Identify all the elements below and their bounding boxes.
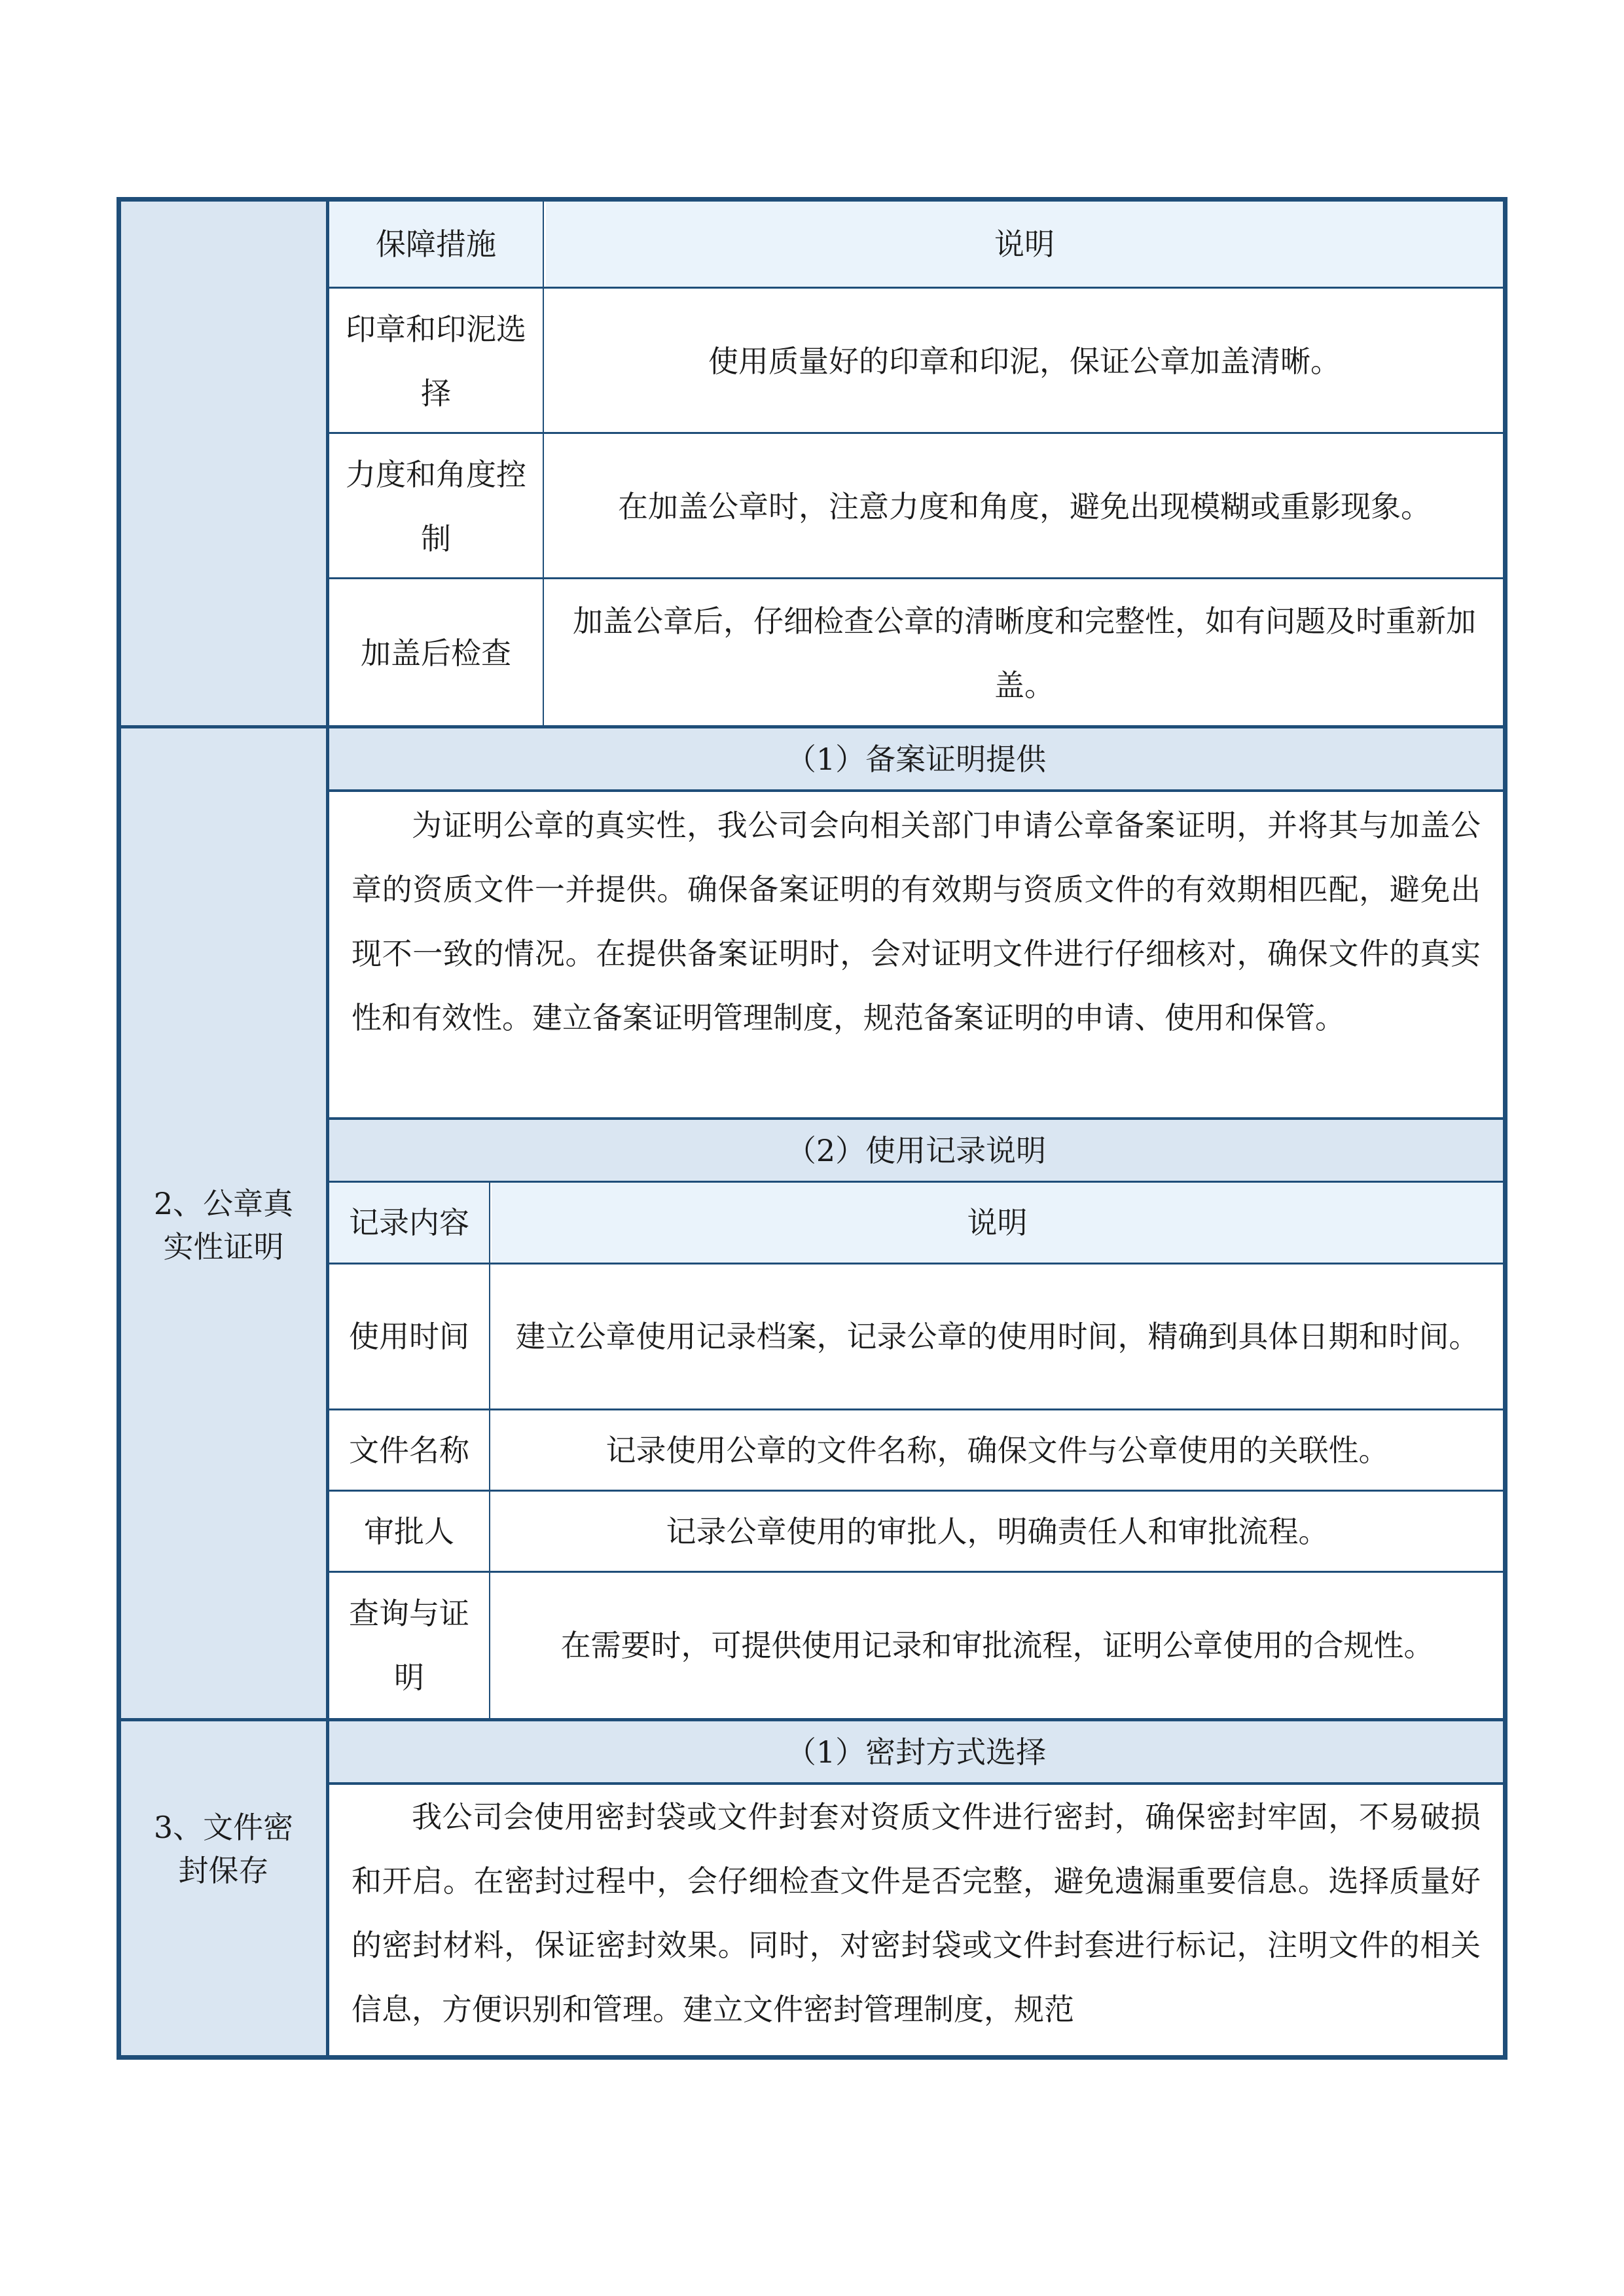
s1-row-line — [329, 432, 1503, 434]
s2-header-col2: 说明 — [492, 1183, 1503, 1263]
s2-row3-desc: 记录公章使用的审批人，明确责任人和审批流程。 — [666, 1513, 1329, 1549]
section2-label: 2、公章真实性证明 — [153, 1185, 294, 1265]
s2-row3-name: 审批人 — [364, 1513, 454, 1549]
s2-row1-name: 使用时间 — [349, 1319, 469, 1354]
s2-row4-desc: 在需要时，可提供使用记录和审批流程，证明公章使用的合规性。 — [560, 1628, 1434, 1663]
section3-label: 3、文件密封保存 — [153, 1810, 294, 1888]
s1-row1-name: 印章和印泥选择 — [346, 311, 526, 411]
s2-row1-desc: 建立公章使用记录档案，记录公章的使用时间，精确到具体日期和时间。 — [515, 1319, 1479, 1354]
s1-header-col1: 保障措施 — [329, 202, 543, 287]
s2-row4-name: 查询与证明 — [349, 1596, 469, 1695]
s1-row3-name: 加盖后检查 — [361, 635, 511, 671]
s2-sub2-title: （2）使用记录说明 — [329, 1120, 1503, 1181]
s1-row3-desc: 加盖公章后，仔细检查公章的清晰度和完整性，如有问题及时重新加盖。 — [573, 603, 1476, 703]
section2-label-cell — [121, 728, 329, 1721]
s1-row-line — [329, 287, 1503, 289]
s2-header-col1: 记录内容 — [329, 1183, 489, 1263]
s3-sub1-text: 我公司会使用密封袋或文件封套对资质文件进行密封，确保密封牢固，不易破损和开启。在密封过程中，会仔细检查文件是否完整，避免遗漏重要信息。选择质量好的密封材料，保证密封效果。同时，对密封袋或文件封套进行标记，注明文件的相关信息，方便识别和管理。建立文件密封管理制度，规范 — [352, 1799, 1481, 2027]
s2-col-divider — [489, 1183, 490, 1718]
s1-row-line — [329, 577, 1503, 579]
s1-row1-desc: 使用质量好的印章和印泥，保证公章加盖清晰。 — [708, 343, 1341, 379]
s1-col-divider — [543, 202, 544, 725]
s3-sub1-title: （1）密封方式选择 — [329, 1721, 1503, 1782]
s2-row2-name: 文件名称 — [349, 1432, 469, 1468]
s2-row2-desc: 记录使用公章的文件名称，确保文件与公章使用的关联性。 — [605, 1432, 1389, 1468]
s2-sub1-title: （1）备案证明提供 — [329, 728, 1503, 789]
section3-label-cell — [121, 1721, 329, 2055]
s2-sub1-text: 为证明公章的真实性，我公司会向相关部门申请公章备案证明，并将其与加盖公章的资质文件一并提供。确保备案证明的有效期与资质文件的有效期相匹配，避免出现不一致的情况。在提供备案证明时，会对证明文件进行仔细核对，确保文件的真实性和有效性。建立备案证明管理制度，规范备案证明的申请、使用和保管。 — [352, 808, 1481, 1035]
content-table — [117, 197, 1507, 2060]
s1-row2-desc: 在加盖公章时，注意力度和角度，避免出现模糊或重影现象。 — [618, 488, 1431, 524]
s1-header-col2: 说明 — [546, 202, 1503, 287]
section1-label-cell — [121, 202, 329, 728]
s1-row2-name: 力度和角度控制 — [346, 456, 526, 556]
